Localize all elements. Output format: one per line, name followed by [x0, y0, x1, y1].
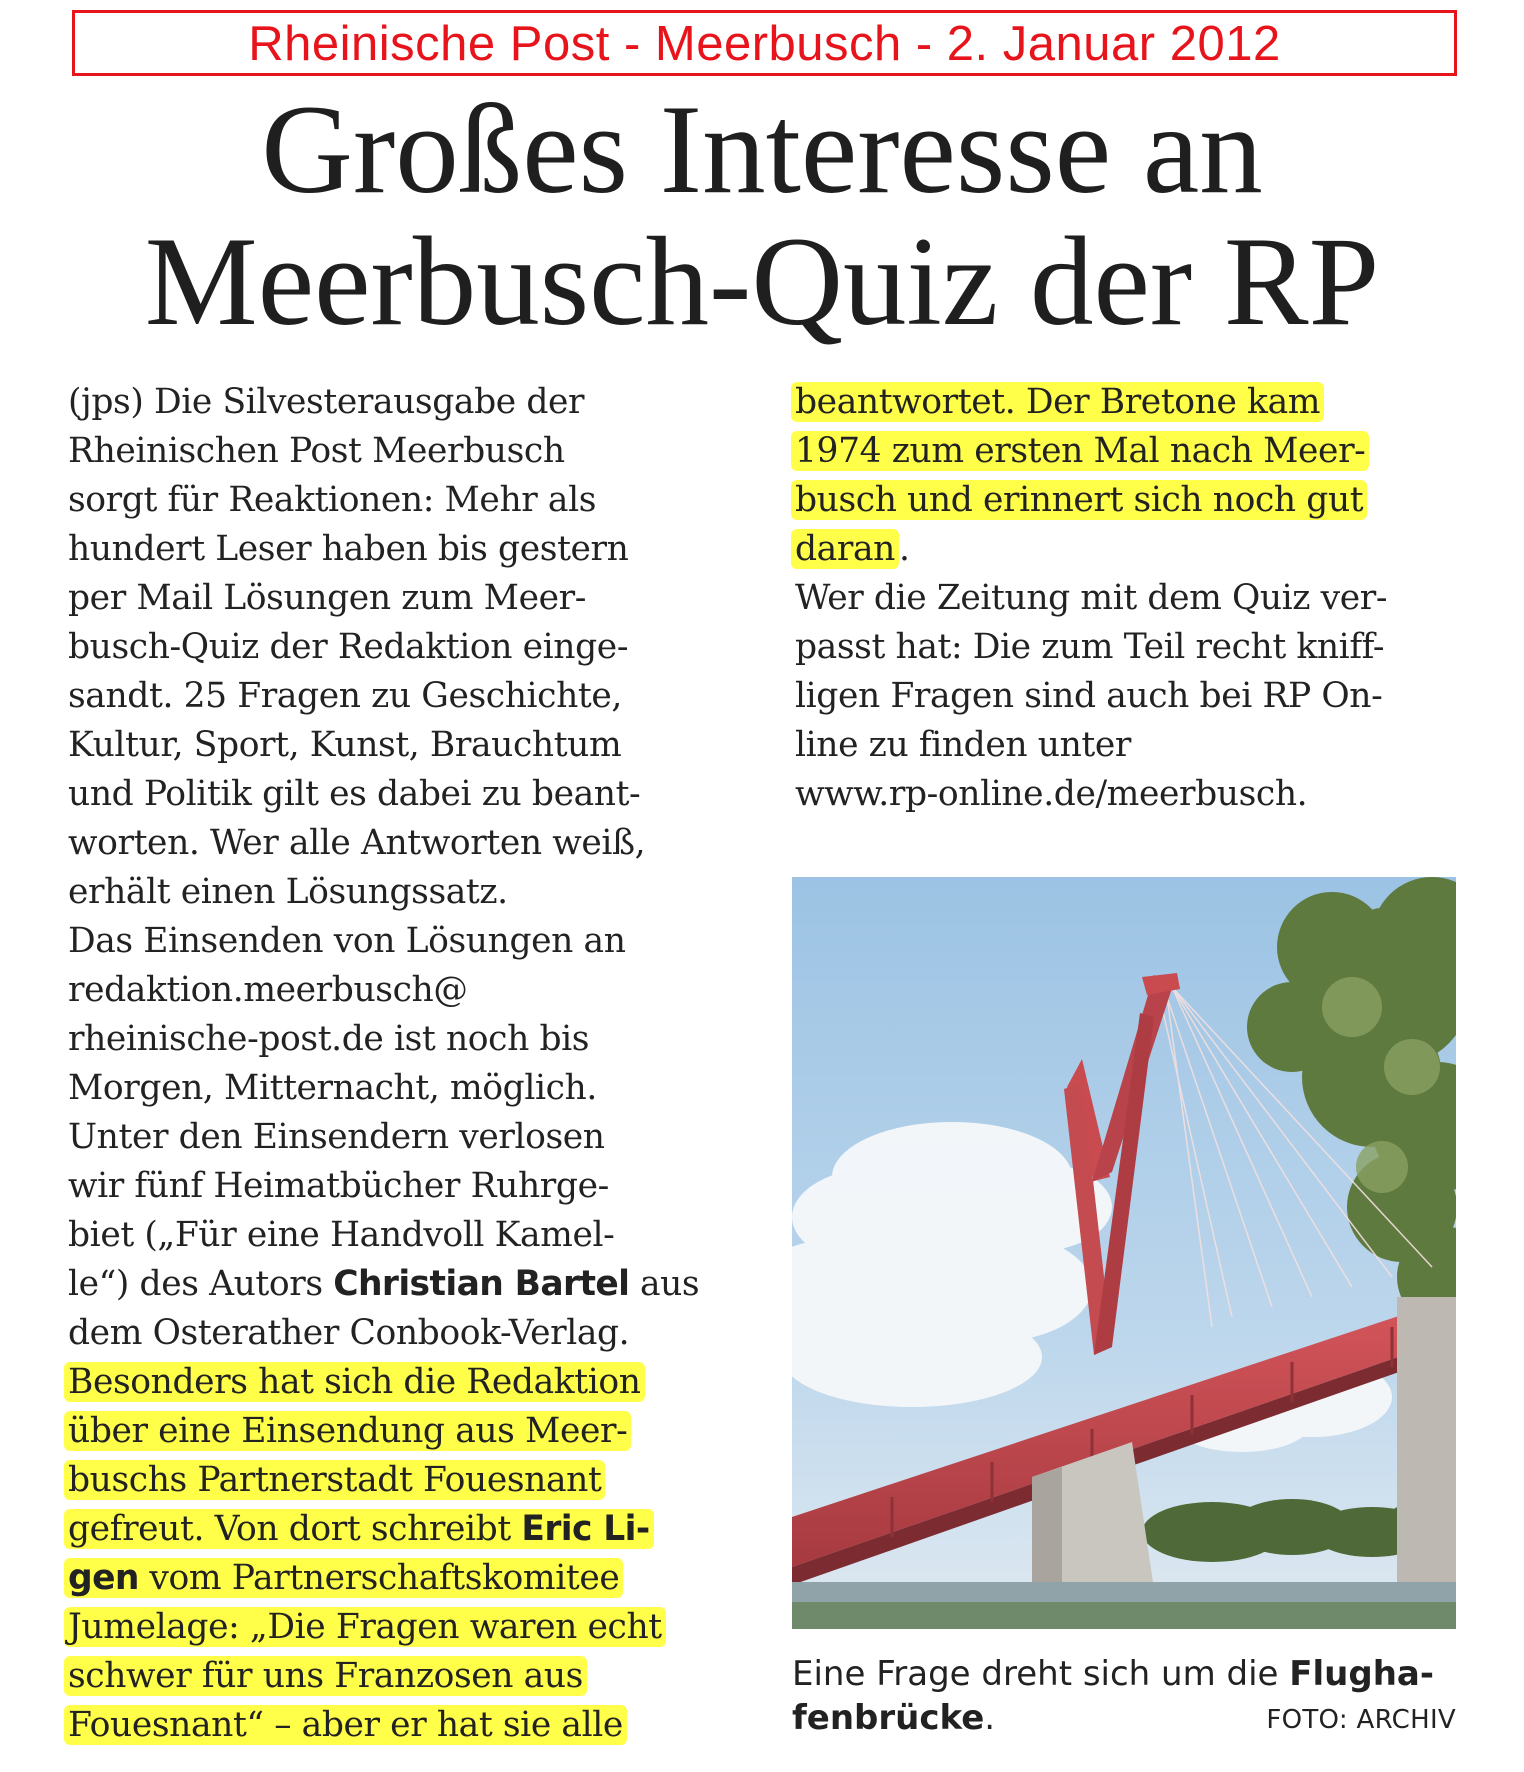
- website-url: www.rp-online.de/meerbusch.: [795, 774, 1308, 814]
- highlighted-line: [68, 1505, 728, 1554]
- highlight-mark: Jumelage: „Die Fragen waren echt: [64, 1607, 666, 1647]
- caption-bold: Flugha-: [1289, 1654, 1434, 1694]
- text-line: [68, 1260, 728, 1309]
- text-segment: Eine Frage dreht sich um die: [792, 1654, 1290, 1694]
- highlighted-line: [68, 1407, 728, 1456]
- highlighted-line: [68, 1603, 728, 1652]
- text-line: (jps) Die Silvesterausgabe der: [68, 382, 585, 422]
- text-line: Das Einsenden von Lösungen an: [68, 921, 626, 961]
- headline-line-2: Meerbusch-Quiz der RP: [144, 212, 1380, 352]
- text-line: busch-Quiz der Redaktion einge-: [68, 627, 629, 667]
- text-line: Rheinischen Post Meerbusch: [68, 431, 565, 471]
- source-box: [72, 10, 1457, 76]
- highlighted-line: [795, 378, 1465, 427]
- highlight-mark: über eine Einsendung aus Meer-: [64, 1411, 631, 1451]
- text-line: erhält einen Lösungssatz.: [68, 872, 508, 912]
- person-name: gen: [68, 1558, 139, 1598]
- bridge-photo: [792, 877, 1456, 1629]
- article-right-column: [795, 378, 1465, 819]
- highlight-mark: busch und erinnert sich noch gut: [791, 480, 1367, 520]
- text-line: Unter den Einsendern verlosen: [68, 1117, 605, 1157]
- text-line: Kultur, Sport, Kunst, Brauchtum: [68, 725, 622, 765]
- highlighted-line: [68, 1554, 728, 1603]
- text-line: dem Osterather Conbook-Verlag.: [68, 1313, 630, 1353]
- headline-line-1: Großes Interesse an: [261, 80, 1263, 220]
- highlighted-line: [68, 1456, 728, 1505]
- highlight-mark: beantwortet. Der Bretone kam: [791, 382, 1324, 422]
- highlighted-line: [68, 1358, 728, 1407]
- highlighted-line: [795, 427, 1465, 476]
- text-line: sorgt für Reaktionen: Mehr als: [68, 480, 597, 520]
- text-line: hundert Leser haben bis gestern: [68, 529, 629, 569]
- text-line: biet („Für eine Handvoll Kamel-: [68, 1215, 615, 1255]
- highlighted-line: [68, 1652, 728, 1701]
- text-segment: .: [898, 529, 910, 569]
- caption-bold: fenbrücke: [792, 1698, 985, 1738]
- caption-line: [792, 1652, 1462, 1696]
- photo-credit: FOTO: ARCHIV: [1266, 1705, 1456, 1735]
- text-line: Wer die Zeitung mit dem Quiz ver-: [795, 578, 1388, 618]
- highlight-mark: [64, 1509, 654, 1549]
- text-segment: .: [984, 1698, 996, 1738]
- text-line: passt hat: Die zum Teil recht kniff-: [795, 627, 1385, 667]
- highlight-mark: Besonders hat sich die Redaktion: [64, 1362, 645, 1402]
- text-line: wir fünf Heimatbücher Ruhrge-: [68, 1166, 609, 1206]
- person-name: Eric Li-: [521, 1509, 650, 1549]
- text-line: und Politik gilt es dabei zu beant-: [68, 774, 641, 814]
- text-line: worten. Wer alle Antworten weiß,: [68, 823, 646, 863]
- highlight-mark: Fouesnant“ – aber er hat sie alle: [64, 1705, 627, 1745]
- article-headline: [40, 80, 1484, 352]
- text-segment: vom Partnerschaftskomitee: [138, 1558, 620, 1598]
- text-line: line zu finden unter: [795, 725, 1131, 765]
- text-line: per Mail Lösungen zum Meer-: [68, 578, 586, 618]
- text-line: redaktion.meerbusch@: [68, 970, 468, 1010]
- article-left-column: [68, 378, 728, 1750]
- highlight-mark: 1974 zum ersten Mal nach Meer-: [791, 431, 1369, 471]
- text-segment: le“) des Autors: [68, 1264, 334, 1304]
- highlight-mark: daran: [791, 529, 899, 569]
- highlighted-line: [68, 1701, 728, 1750]
- text-line: rheinische-post.de ist noch bis: [68, 1019, 590, 1059]
- highlighted-line: [795, 476, 1465, 525]
- highlight-mark: schwer für uns Franzosen aus: [64, 1656, 587, 1696]
- highlight-mark: buschs Partnerstadt Fouesnant: [64, 1460, 605, 1500]
- author-name: Christian Bartel: [333, 1264, 630, 1304]
- text-line: sandt. 25 Fragen zu Geschichte,: [68, 676, 622, 716]
- highlight-mark: [64, 1558, 623, 1598]
- source-label: Rheinische Post - Meerbusch - 2. Januar 2012: [248, 17, 1281, 71]
- highlighted-line: [795, 525, 1465, 574]
- text-segment: gefreut. Von dort schreibt: [68, 1509, 522, 1549]
- text-line: ligen Fragen sind auch bei RP On-: [795, 676, 1383, 716]
- text-line: Morgen, Mitternacht, möglich.: [68, 1068, 597, 1108]
- text-segment: aus: [629, 1264, 700, 1304]
